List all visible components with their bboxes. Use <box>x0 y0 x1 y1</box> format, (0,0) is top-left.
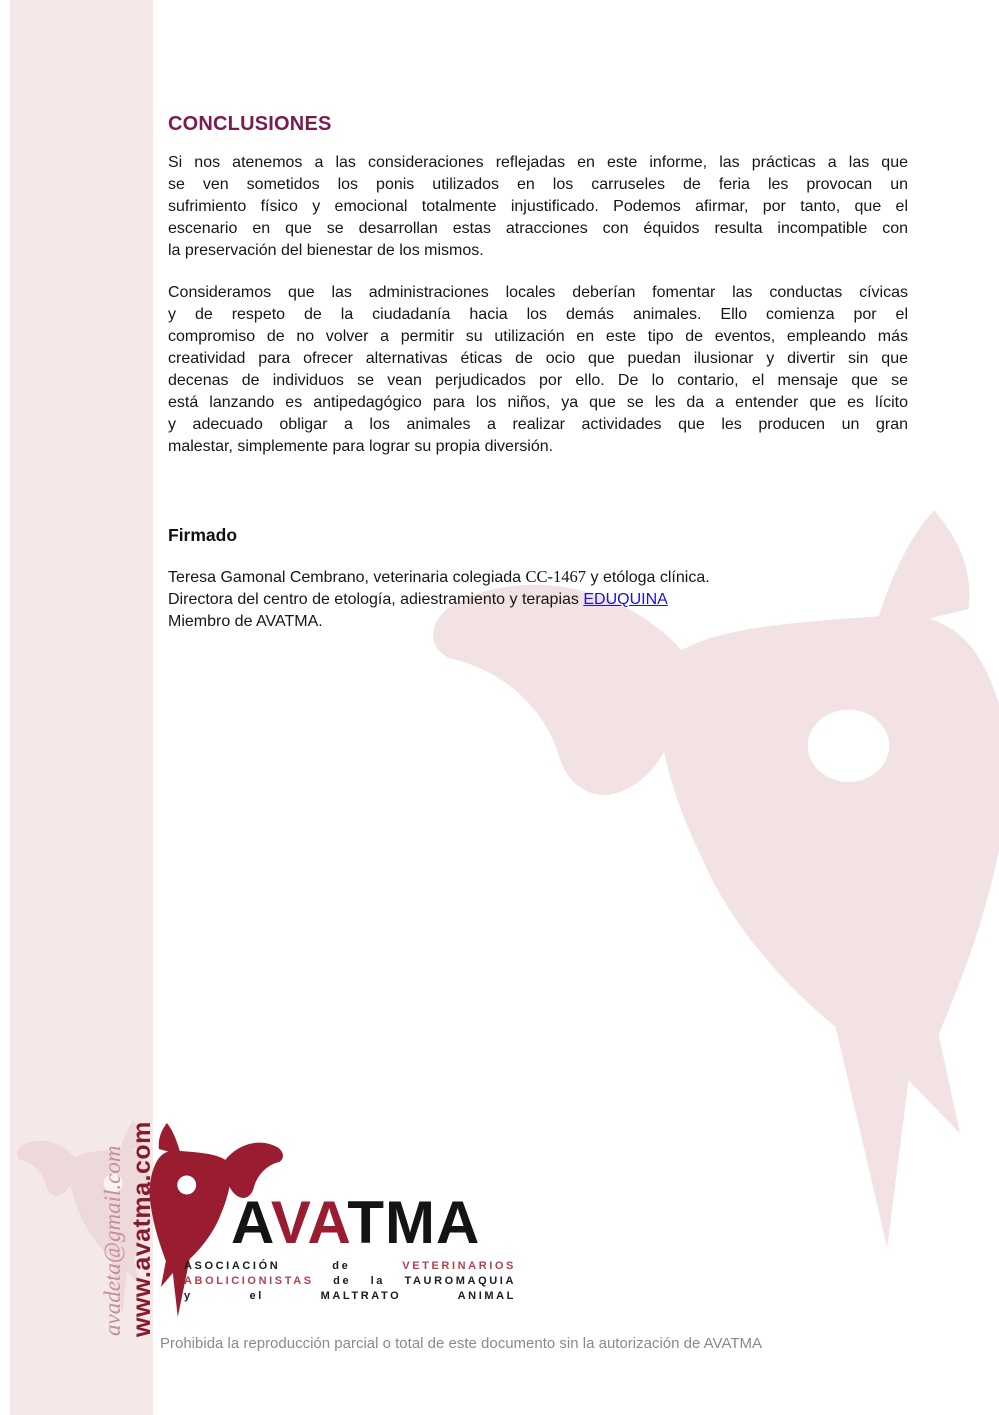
paragraph <box>168 282 908 458</box>
text-line: escenario en que se desarrollan estas atracciones con équidos resulta incompatible con <box>168 220 908 237</box>
signed-heading: Firmado <box>168 525 238 545</box>
text-part: de la <box>333 1275 405 1287</box>
text-line: la preservación del bienestar de los mismos. <box>168 242 484 259</box>
signature-line <box>168 589 908 611</box>
text-line: compromiso de no volver a permitir su utilización en este tipo de eventos, empleando más <box>168 328 908 345</box>
text-line: creatividad para ofrecer alternativas éticas de ocio que puedan ilusionar y divertir sin que <box>168 350 908 367</box>
text-part: TMA <box>347 1189 481 1256</box>
logo-subtitle-line <box>184 1274 516 1289</box>
text-line: está lanzando es antipedagógico para los niños, ya que se les da a entender que es lícito <box>168 394 908 411</box>
document-body <box>168 112 908 633</box>
logo-subtitle <box>184 1259 516 1304</box>
paragraph <box>168 152 908 262</box>
text-part: y el MALTRATO ANIMAL <box>184 1290 516 1302</box>
text-line: sufrimiento físico y emocional totalmente injustificado. Podemos afirmar, por tanto, que el <box>168 198 908 215</box>
avatma-wordmark <box>231 1189 481 1256</box>
signature-name: Teresa Gamonal Cembrano, veterinaria colegiada <box>168 569 526 586</box>
text-line: Si nos atenemos a las consideraciones reflejadas en este informe, las prácticas a las que <box>168 154 908 171</box>
text-part: TAUROMAQUIA <box>404 1275 516 1287</box>
text-part: de <box>332 1260 403 1272</box>
signature-position: Directora del centro de etología, adiestramiento y terapias <box>168 591 584 608</box>
license-number: CC-1467 <box>525 567 587 586</box>
text-part: VA <box>270 1189 348 1256</box>
text-line: Consideramos que las administraciones locales deberían fomentar las conductas cívicas <box>168 284 908 301</box>
text-part: ABOLICIONISTAS <box>184 1275 334 1287</box>
logo-subtitle-line <box>184 1289 516 1304</box>
signature-block <box>168 566 908 633</box>
text-part: A <box>231 1189 271 1256</box>
signature-role: y etóloga clínica. <box>586 569 710 586</box>
vertical-email-text: avadeta@gmail.com <box>100 1145 125 1336</box>
text-line: se ven sometidos los ponis utilizados en los carruseles de feria les provocan un <box>168 176 908 193</box>
eduquina-link[interactable]: EDUQUINA <box>583 591 668 608</box>
text-line: decenas de individuos se vean perjudicados por ello. De lo contario, el mensaje que se <box>168 372 908 389</box>
signature-line <box>168 566 908 589</box>
text-line: y de respeto de la ciudadanía hacia los demás animales. Ello comienza por el <box>168 306 908 323</box>
logo-subtitle-line <box>184 1259 516 1274</box>
vertical-website-text: www.avatma.com <box>128 1121 156 1337</box>
text-line: y adecuado obligar a los animales a realizar actividades que les producen un gran <box>168 416 908 433</box>
text-part: VETERINARIOS <box>402 1260 516 1272</box>
signature-line: Miembro de AVATMA. <box>168 613 323 630</box>
page-title: CONCLUSIONES <box>168 113 332 135</box>
copyright-notice: Prohibida la reproducción parcial o total de este documento sin la autorización de AVATMA <box>160 1335 763 1352</box>
text-line: malestar, simplemente para lograr su propia diversión. <box>168 438 554 455</box>
text-part: ASOCIACIÓN <box>184 1260 333 1272</box>
